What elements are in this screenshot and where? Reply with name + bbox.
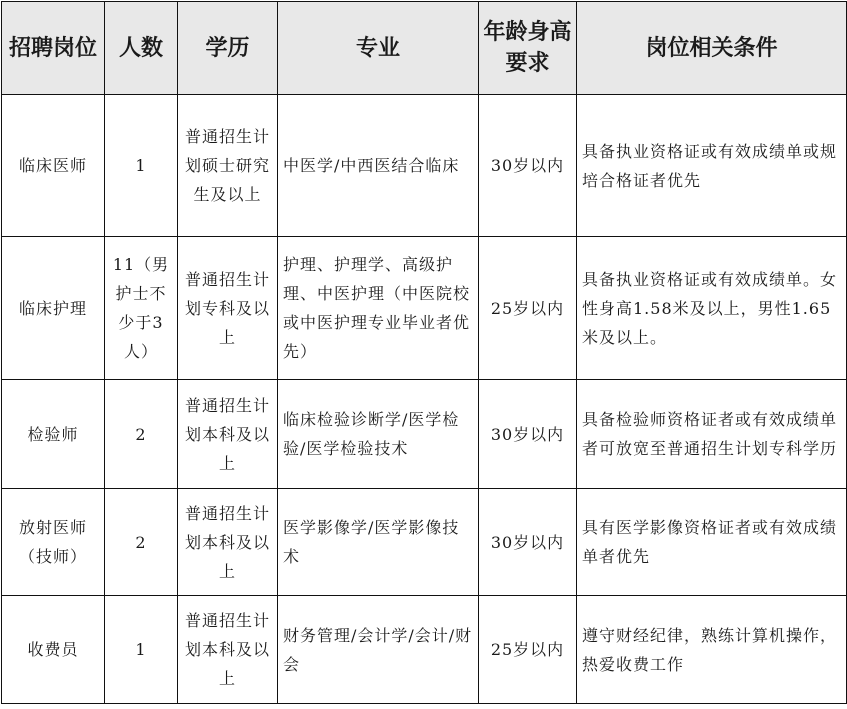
table-row: [2, 237, 847, 380]
cell-conditions: 具有医学影像资格证者或有效成绩单者优先: [577, 489, 847, 596]
cell-count: 11（男护士不少于3人）: [105, 237, 178, 380]
cell-age-height: 30岁以内: [479, 380, 577, 489]
header-major: 专业: [278, 2, 479, 95]
cell-count: 2: [105, 380, 178, 489]
header-education: 学历: [178, 2, 278, 95]
table-row: [2, 489, 847, 596]
recruitment-table: [1, 1, 847, 704]
cell-education: 普通招生计划本科及以上: [178, 380, 278, 489]
header-row: [2, 2, 847, 95]
cell-age-height: 25岁以内: [479, 237, 577, 380]
cell-major: 医学影像学/医学影像技术: [278, 489, 479, 596]
cell-count: 1: [105, 596, 178, 704]
header-age-height: 年龄身高要求: [479, 2, 577, 95]
cell-conditions: 具备执业资格证或有效成绩单。女性身高1.58米及以上，男性1.65米及以上。: [577, 237, 847, 380]
cell-major: 财务管理/会计学/会计/财会: [278, 596, 479, 704]
cell-count: 1: [105, 95, 178, 237]
table-row: [2, 596, 847, 704]
cell-education: 普通招生计划硕士研究生及以上: [178, 95, 278, 237]
cell-position: 临床护理: [2, 237, 105, 380]
cell-position: 临床医师: [2, 95, 105, 237]
cell-age-height: 25岁以内: [479, 596, 577, 704]
cell-position: 放射医师（技师）: [2, 489, 105, 596]
cell-count: 2: [105, 489, 178, 596]
cell-position: 收费员: [2, 596, 105, 704]
cell-position: 检验师: [2, 380, 105, 489]
cell-major: 临床检验诊断学/医学检验/医学检验技术: [278, 380, 479, 489]
header-conditions: 岗位相关条件: [577, 2, 847, 95]
cell-major: 中医学/中西医结合临床: [278, 95, 479, 237]
cell-major: 护理、护理学、高级护理、中医护理（中医院校或中医护理专业毕业者优先）: [278, 237, 479, 380]
header-position: 招聘岗位: [2, 2, 105, 95]
cell-education: 普通招生计划专科及以上: [178, 237, 278, 380]
cell-conditions: 具备执业资格证或有效成绩单或规培合格证者优先: [577, 95, 847, 237]
cell-conditions: 遵守财经纪律，熟练计算机操作，热爱收费工作: [577, 596, 847, 704]
header-count: 人数: [105, 2, 178, 95]
cell-age-height: 30岁以内: [479, 95, 577, 237]
cell-education: 普通招生计划本科及以上: [178, 596, 278, 704]
table-row: [2, 95, 847, 237]
table-row: [2, 380, 847, 489]
cell-age-height: 30岁以内: [479, 489, 577, 596]
cell-conditions: 具备检验师资格证者或有效成绩单者可放宽至普通招生计划专科学历: [577, 380, 847, 489]
cell-education: 普通招生计划本科及以上: [178, 489, 278, 596]
